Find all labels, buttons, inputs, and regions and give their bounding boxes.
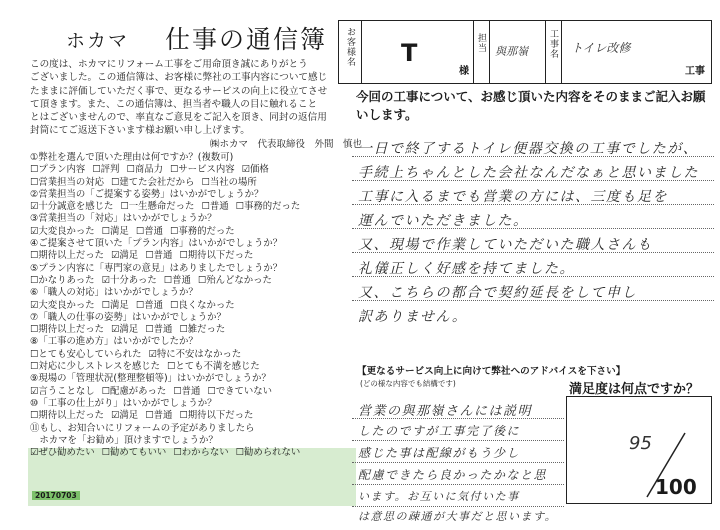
option[interactable]: ☐わからない: [173, 447, 229, 459]
option[interactable]: ☐殆んどなかった: [197, 274, 272, 286]
comment-line: 運んでいただきました。: [358, 213, 529, 229]
honorific: 様: [459, 66, 469, 77]
option[interactable]: ☐期待以下だった: [179, 410, 254, 422]
option[interactable]: ☐期待以上だった: [30, 324, 105, 336]
question-title: ⑤プラン内容に「専門家の意見」はありましたでしょうか？: [30, 262, 283, 274]
option[interactable]: ☐評判: [92, 164, 120, 176]
option[interactable]: ☑ぜひ勧めたい: [30, 447, 95, 459]
question-options: [30, 349, 307, 361]
questionnaire: [30, 152, 307, 459]
question-options: [30, 386, 307, 398]
option[interactable]: ☐建てた会社だから: [111, 176, 195, 188]
work-suffix: 工事: [685, 66, 705, 77]
work-name: トイレ改修: [571, 41, 631, 55]
question-title: ⑦「職人の仕事の姿勢」はいかがでしょうか？: [30, 311, 226, 323]
work-label-cell: [545, 21, 562, 83]
option[interactable]: ☐勧められない: [235, 447, 301, 459]
question-title: ⑩「工事の仕上がり」はいかがでしょうか？: [30, 397, 217, 409]
question-options: [30, 201, 307, 213]
option[interactable]: ☐配慮があった: [101, 385, 167, 397]
option[interactable]: ☐満足: [101, 225, 129, 237]
ruled-line: [352, 462, 564, 463]
option[interactable]: ☑満足: [111, 324, 139, 336]
intro-line: この度は、ホカマにリフォーム工事をご用命頂き誠にありがとう: [30, 59, 308, 70]
ruled-line: [352, 506, 564, 507]
intro-line: とはございませんので、率直なご意見をご記入を頂き、同封の返信用: [30, 112, 327, 124]
intro-line: ございました。この通信簿は、お客様に弊社の工事内容について感じ: [30, 72, 328, 84]
option[interactable]: ☑十分あった: [101, 274, 157, 286]
company-name: ホカマ: [66, 30, 130, 52]
question-title: ②営業担当の「ご提案する姿勢」はいかがでしょうか？: [30, 188, 264, 200]
question-options: [30, 164, 307, 176]
option[interactable]: ☐営業担当の対応: [30, 176, 105, 188]
score-value: 95: [629, 433, 652, 454]
question-options: [30, 324, 307, 336]
comment-line: 礼儀正しく好感を持てました。: [358, 261, 575, 277]
question-options: [30, 300, 307, 312]
option[interactable]: ☑言うことなし: [30, 385, 95, 397]
staff-name-cell[interactable]: [489, 21, 546, 83]
option[interactable]: ☐事務的だった: [169, 225, 235, 237]
score-max: 100: [655, 475, 697, 499]
option[interactable]: ☐普通: [201, 201, 229, 213]
option[interactable]: ☐サービス内容: [169, 164, 235, 176]
option[interactable]: ☑満足: [111, 250, 139, 262]
date-stamp: 20170703: [32, 491, 80, 500]
comment-area[interactable]: [352, 130, 714, 325]
option[interactable]: ☐対応に少しストレスを感じた: [30, 361, 160, 373]
question-options: [30, 177, 307, 189]
option[interactable]: ☑大変良かった: [30, 299, 95, 311]
comment-line: 一日で終了するトイレ便器交換の工事でしたが、: [358, 141, 699, 157]
option[interactable]: ☐プラン内容: [30, 164, 86, 176]
question-title: ⑥「職人の対応」はいかがでしょうか？: [30, 287, 198, 299]
advice-line: います。お互いに気付いた事: [358, 490, 520, 503]
advice-note: (どの様な内容でも結構です): [360, 379, 456, 388]
page-title: 仕事の通信簿: [165, 25, 328, 54]
option[interactable]: ☐とても安心していられた: [30, 348, 142, 360]
option[interactable]: ☐かなりあった: [30, 274, 95, 286]
ruled-line: [352, 440, 564, 441]
advice-line: 配慮できたら良かったかなと思: [358, 468, 548, 482]
question-title: ⑧「工事の進め方」はいかがでしたか？: [30, 336, 198, 348]
intro-line: て頂きます。また、この通信簿は、担当者や職人の目に触れること: [30, 98, 318, 110]
customer-label: お客様名: [345, 27, 355, 67]
customer-info-table: [338, 20, 712, 84]
ruled-line: [352, 484, 564, 485]
work-label: 工事名: [548, 29, 558, 59]
comment-line: 又、こちらの都合で契約延長をして申し: [358, 285, 637, 301]
satisfaction-label: 満足度は何点ですか？: [569, 382, 700, 397]
option[interactable]: ☑十分誠意を感じた: [30, 201, 114, 213]
advice-line: 営業の與那嶺さんには説明: [358, 404, 533, 419]
advice-line: したのですが工事完了後に: [358, 424, 521, 438]
question-title: ⑨現場の「管理状況(整理整頓等)」はいかがでしょうか？: [30, 373, 271, 385]
option[interactable]: ☐期待以上だった: [30, 410, 105, 422]
option[interactable]: ☐商品力: [126, 164, 163, 176]
customer-label-cell: [339, 21, 362, 83]
option[interactable]: ☐一生懸命だった: [120, 201, 195, 213]
work-name-cell[interactable]: [561, 21, 711, 83]
option[interactable]: ☐普通: [135, 299, 163, 311]
option[interactable]: ☐普通: [145, 410, 173, 422]
option[interactable]: ☑特に不安はなかった: [148, 348, 242, 360]
option[interactable]: ☐できていない: [207, 385, 273, 397]
comment-line: 工事に入るまでも営業の方には、三度も足を: [358, 189, 668, 205]
question-options: [30, 275, 307, 287]
question-options: [30, 226, 307, 238]
question-title: ⑪もし、お知合いにリフォームの予定がありましたら: [30, 422, 255, 434]
question-title: ③営業担当の「対応」はいかがでしょうか？: [30, 213, 217, 225]
option[interactable]: ☐良くなかった: [169, 299, 235, 311]
option[interactable]: ☐雑だった: [179, 324, 226, 336]
question-options: [30, 447, 307, 459]
option[interactable]: ☐期待以上だった: [30, 250, 105, 262]
customer-name-cell[interactable]: [361, 21, 474, 83]
intro-line: 封筒にてご返送下さいます様お願い申し上げます。: [30, 125, 250, 137]
option[interactable]: ☐普通: [145, 250, 173, 262]
option[interactable]: ☐事務的だった: [235, 201, 301, 213]
option[interactable]: ☐期待以下だった: [179, 250, 254, 262]
staff-label: 担当: [476, 33, 486, 53]
staff-name: 與那嶺: [495, 45, 528, 58]
option[interactable]: ☑満足: [111, 410, 139, 422]
option[interactable]: ☐勧めてもいい: [101, 447, 167, 459]
option[interactable]: ☑大変良かった: [30, 225, 95, 237]
question-title: ①弊社を選んで頂いた理由は何ですか？(複数可): [30, 152, 234, 163]
comment-line: 手続上ちゃんとした会社なんだなぁと思いました: [358, 165, 699, 181]
option[interactable]: ☐当社の場所: [201, 176, 257, 188]
option[interactable]: ☐とても不満を感じた: [167, 361, 260, 373]
intro-line: たままに評価していただく事で、更なるサービスの向上に役立てさせ: [30, 85, 328, 97]
customer-name: T: [401, 39, 418, 67]
comment-line: 又、現場で作業していただいた職人さんも: [358, 237, 653, 253]
option[interactable]: ☐普通: [173, 385, 201, 397]
advice-line: は意思の疎通が大事だと思います。: [358, 510, 558, 523]
question-options: [30, 410, 307, 422]
staff-label-cell: [473, 21, 490, 83]
question-options: [30, 250, 307, 262]
option[interactable]: ☐普通: [145, 324, 173, 336]
representative: ㈱ホカマ 代表取締役 外間 慎也: [210, 139, 363, 150]
intro-text: [30, 58, 348, 138]
advice-title: 【更なるサービス向上に向けて弊社へのアドバイスを下さい】: [357, 366, 626, 377]
question-title: ホカマを「お勧め」頂けますでしょうか？: [30, 434, 218, 446]
option[interactable]: ☑価格: [241, 164, 269, 176]
option[interactable]: ☐普通: [163, 274, 191, 286]
score-box[interactable]: [566, 396, 712, 504]
advice-area[interactable]: [352, 392, 564, 526]
question-options: [30, 361, 307, 373]
comment-line: 訳ありません。: [358, 309, 468, 325]
question-title: ④ご提案させて頂いた「プラン内容」はいかがでしょうか？: [30, 238, 283, 250]
option[interactable]: ☐満足: [101, 299, 129, 311]
advice-line: 感じた事は配線がもう少し: [358, 446, 521, 460]
option[interactable]: ☐普通: [135, 225, 163, 237]
comment-prompt: 今回の工事について、お感じ頂いた内容をそのままご記入お願いします。: [356, 89, 706, 122]
